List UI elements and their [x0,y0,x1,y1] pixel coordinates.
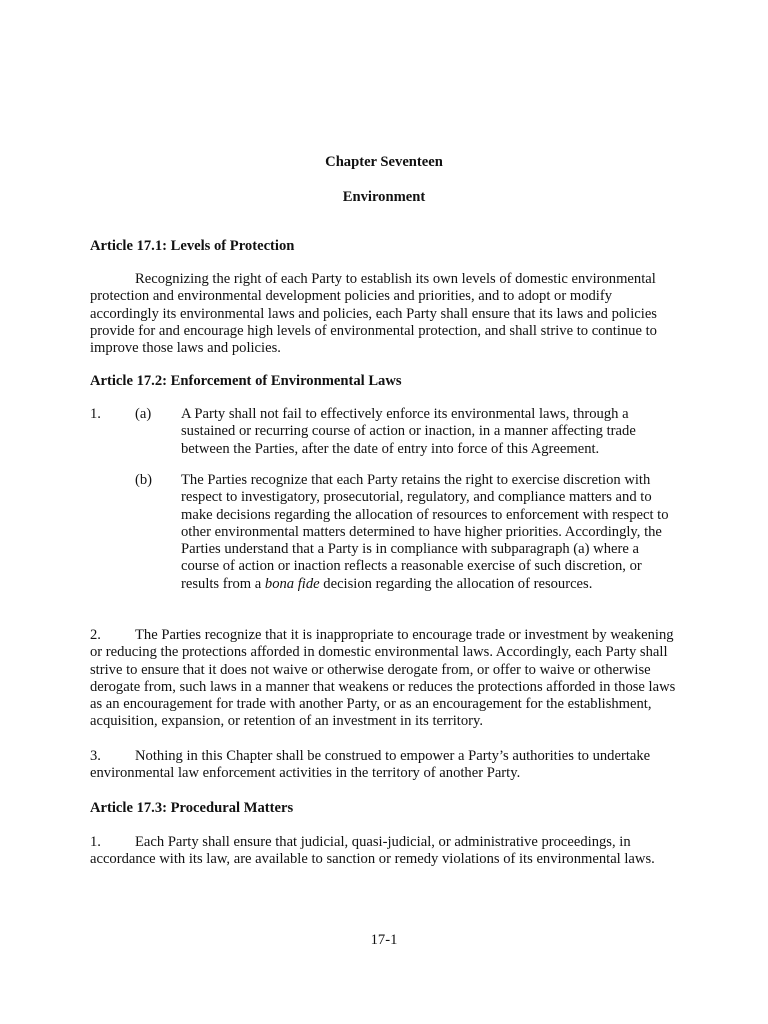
paragraph-number: 2. [90,627,101,643]
subparagraph-text [181,472,678,593]
article-17-2-heading: Article 17.2: Enforcement of Environmental Laws [90,373,402,389]
paragraph-text: Each Party shall ensure that judicial, quasi-judicial, or administrative proceedings, in accordance with its law, are available to sanction or remedy violations of its environmental laws. [90,834,655,868]
article-17-2-paragraph-1a [90,406,678,458]
paragraph-text: The Parties recognize that it is inappropriate to encourage trade or investment by weakening or reducing the protections afforded in domestic environmental laws. Accordingly, each Party shall strive to ensure that it does not waive or otherwise derogate from, or offer to waive or otherwise derogate from, such laws in a manner that weakens or reduces the protections afforded in those laws as an encouragement for trade with another Party, or as an encouragement for the establishment, acquisition, expansion, or retention of an investment in its territory. [90,627,676,730]
paragraph-number: 3. [90,748,101,764]
subparagraph-text-before: The Parties recognize that each Party retains the right to exercise discretion with respect to investigatory, prosecutorial, regulatory, and compliance matters and to make decisions regarding the allocation of resources to enforcement with respect to other environmental matters determined to have higher priorities. Accordingly, the Parties understand that a Party is in compliance with subparagraph (a) where a course of action or inaction reflects a reasonable exercise of such discretion, or results from a [181,472,669,592]
subparagraph-letter: (a) [135,406,152,422]
subparagraph-text-italic: bona fide [264,575,320,592]
article-17-2-paragraph-3 [90,748,678,783]
subparagraph-text-after: decision regarding the allocation of resources. [319,575,593,592]
article-17-2-paragraph-1b [90,472,678,593]
paragraph-number: 1. [90,834,101,850]
article-17-3-paragraph-1 [90,834,678,869]
article-17-1-paragraph: Recognizing the right of each Party to establish its own levels of domestic environmental protection and environmental development policies and priorities, and to adopt or modify accordingly its environmental laws and policies, each Party shall ensure that its laws and policies provide for and encourage high levels of environmental protection, and shall strive to continue to improve those laws and policies. [90,271,657,357]
article-17-2-paragraph-2 [90,627,678,731]
paragraph-number: 1. [90,406,101,422]
article-17-3-heading: Article 17.3: Procedural Matters [90,800,294,816]
article-17-1-heading: Article 17.1: Levels of Protection [90,238,295,254]
paragraph-text: Nothing in this Chapter shall be construed to empower a Party’s authorities to undertake environmental law enforcement activities in the territory of another Party. [90,748,651,782]
page-number: 17-1 [370,932,398,948]
subparagraph-letter: (b) [135,472,153,488]
chapter-title: Chapter Seventeen [325,154,443,170]
chapter-subject: Environment [342,189,426,205]
subparagraph-text: A Party shall not fail to effectively enforce its environmental laws, through a sustained or recurring course of action or inaction, in a manner affecting trade between the Parties, after the date of entry into force of this Agreement. [181,406,636,457]
